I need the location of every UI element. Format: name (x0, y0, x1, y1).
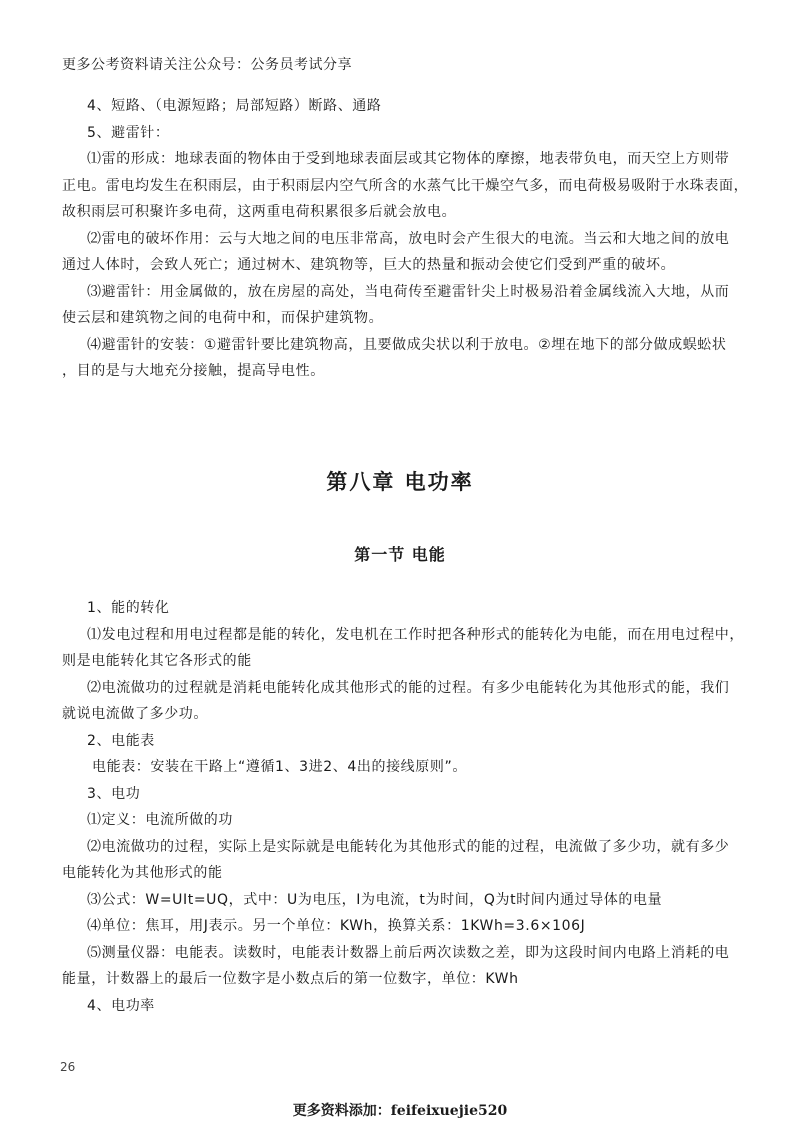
paragraph-line: 通过人体时，会致人死亡；通过树木、建筑物等，巨大的热量和振动会使它们受到严重的破坏。 (62, 257, 676, 273)
paragraph-line: 电能表：安装在干路上“遵循1、3进2、4出的接线原则”。 (92, 759, 467, 775)
paragraph-line: 故积雨层可积聚许多电荷，这两重电荷积累很多后就会放电。 (62, 204, 457, 220)
paragraph-line: ⑵电流做功的过程就是消耗电能转化成其他形式的能的过程。有多少电能转化为其他形式的能，我们 (87, 679, 730, 696)
section-title: 第一节 电能 (354, 545, 446, 564)
paragraph-line: ⑶公式：W=UIt=UQ，式中：U为电压，I为电流，t为时间，Q为t时间内通过导体的电量 (87, 891, 663, 908)
paragraph-line: 1、能的转化 (87, 600, 170, 616)
paragraph-line: ，目的是与大地充分接触，提高导电性。 (62, 363, 325, 379)
paragraph-line: 电能转化为其他形式的能 (62, 865, 223, 881)
paragraph-line: ⑵雷电的破坏作用：云与大地之间的电压非常高，放电时会产生很大的电流。当云和大地之间的放电 (87, 230, 730, 247)
paragraph-line: 使云层和建筑物之间的电荷中和，而保护建筑物。 (62, 310, 384, 326)
paragraph-line: 3、电功 (87, 785, 141, 802)
paragraph-line: ⑸测量仪器：电能表。读数时，电能表计数器上前后两次读数之差，即为这段时间内电路上消耗的电 (87, 944, 730, 961)
paragraph-line: 4、电功率 (87, 997, 155, 1014)
section-a-body (62, 93, 749, 385)
header-note: 更多公考资料请关注公众号：公务员考试分享 (62, 57, 352, 73)
paragraph-line: 5、避雷针： (87, 124, 170, 141)
footer-note: 更多资料添加：feifeixuejie520 (292, 1103, 508, 1119)
paragraph-line: ⑷单位：焦耳，用J表示。另一个单位：KWh，换算关系：1KWh=3.6×106J (87, 918, 586, 934)
section-b-body (62, 595, 744, 1019)
paragraph-line: 正电。雷电均发生在积雨层，由于积雨层内空气所含的水蒸气比干燥空气多，而电荷极易吸附于水珠表面， (62, 177, 749, 194)
paragraph-line: ⑴雷的形成：地球表面的物体由于受到地球表面层或其它物体的摩擦，地表带负电，而天空上方则带 (87, 151, 730, 167)
paragraph-line: 就说电流做了多少功。 (62, 706, 208, 722)
chapter-title: 第八章 电功率 (326, 469, 474, 494)
paragraph-line: ⑴定义：电流所做的功 (87, 812, 233, 828)
paragraph-line: ⑵电流做功的过程，实际上是实际就是电能转化为其他形式的能的过程，电流做了多少功，就有多少 (87, 838, 730, 855)
paragraph-line: 2、电能表 (87, 732, 155, 749)
paragraph-line: ⑶避雷针：用金属做的，放在房屋的高处，当电荷传至避雷针尖上时极易沿着金属线流入大地，从而 (87, 283, 730, 300)
paragraph-line: ⑷避雷针的安装：①避雷针要比建筑物高，且要做成尖状以利于放电。②埋在地下的部分做成蜈蚣状 (87, 336, 727, 353)
page-number: 26 (60, 1060, 76, 1074)
paragraph-line: 则是电能转化其它各形式的能 (62, 653, 252, 669)
paragraph-line: 4、短路、（电源短路；局部短路）断路、通路 (87, 98, 382, 114)
paragraph-line: 能量，计数器上的最后一位数字是小数点后的第一位数字，单位：KWh (62, 971, 519, 987)
paragraph-line: ⑴发电过程和用电过程都是能的转化，发电机在工作时把各种形式的能转化为电能，而在用电过程中， (87, 626, 744, 643)
